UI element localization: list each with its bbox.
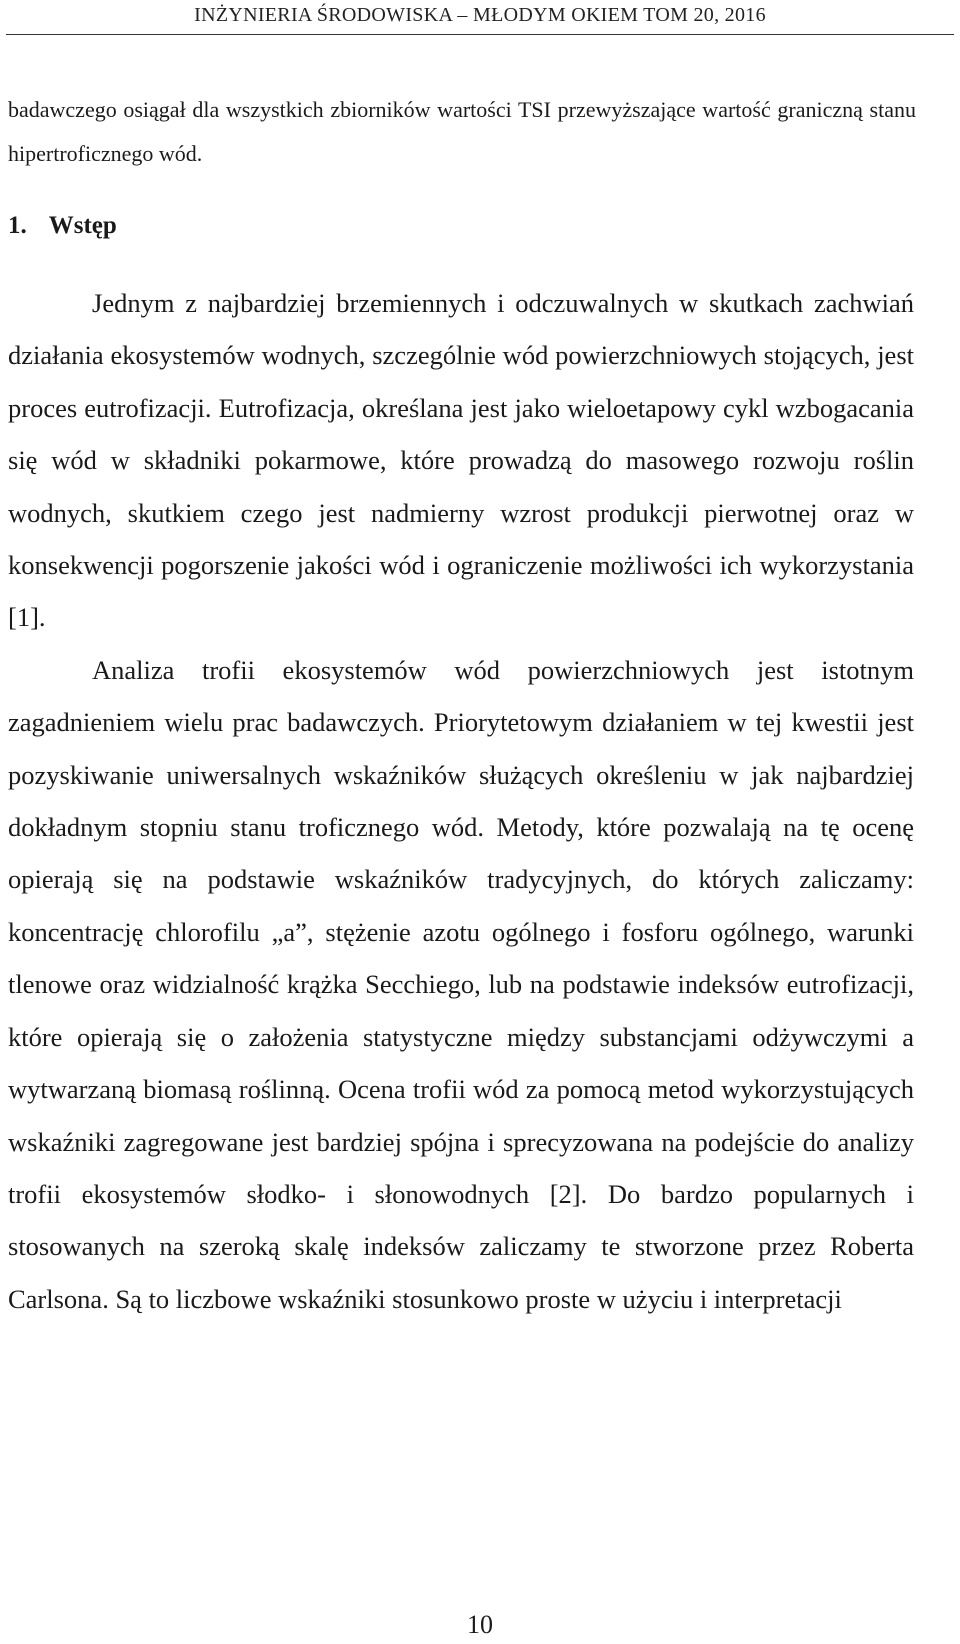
paragraph-trophic-analysis: Analiza trofii ekosystemów wód powierzchniowych jest istotnym zagadnieniem wielu prac badawczych. Priorytetowym działaniem w tej kwestii jest pozyskiwanie uniwersalnych wskaźników służących określeniu w jak najbardziej dokładnym stopniu stanu troficznego wód. Metody, które pozwalają na tę ocenę opierają się na podstawie wskaźników tradycyjnych, do których zaliczamy: koncentrację chlorofilu „a”, stężenie azotu ogólnego i fosforu ogólnego, warunki tlenowe oraz widzialność krążka Secchiego, lub na podstawie indeksów eutrofizacji, które opierają się o założenia statystyczne między substancjami odżywczymi a wytwarzaną biomasą roślinną. Ocena trofii wód za pomocą metod wykorzystujących wskaźniki zagregowane jest bardziej spójna i sprecyzowana na podejście do analizy trofii ekosystemów słodko- i słonowodnych [2]. Do bardzo popularnych i stosowanych na szeroką skalę indeksów zaliczamy te stworzone przez Roberta Carlsona. Są to liczbowe wskaźniki stosunkowo proste w użyciu i interpretacji: [8, 654, 914, 1314]
running-header: INŻYNIERIA ŚRODOWISKA – MŁODYM OKIEM TOM 20, 2016: [194, 4, 766, 26]
paragraph-eutrophication: Jednym z najbardziej brzemiennych i odczuwalnych w skutkach zachwiań działania ekosystemów wodnych, szczególnie wód powierzchniowych stojących, jest proces eutrofizacji. Eutrofizacja, określana jest jako wieloetapowy cykl wzbogacania się wód w składniki pokarmowe, które prowadzą do masowego rozwoju roślin wodnych, skutkiem czego jest nadmierny wzrost produkcji pierwotnej oraz w konsekwencji pogorszenie jakości wód i ograniczenie możliwości ich wykorzystania [1].: [8, 288, 914, 633]
header-rule: [6, 34, 954, 35]
intro-paragraph: badawczego osiągał dla wszystkich zbiorników wartości TSI przewyższające wartość graniczną stanu hipertroficznego wód.: [8, 97, 916, 166]
section-number: 1.: [8, 212, 27, 239]
section-title: Wstęp: [48, 212, 117, 239]
page-number: 10: [467, 1610, 493, 1639]
section-body: [8, 277, 914, 1325]
section-heading: [8, 206, 117, 246]
